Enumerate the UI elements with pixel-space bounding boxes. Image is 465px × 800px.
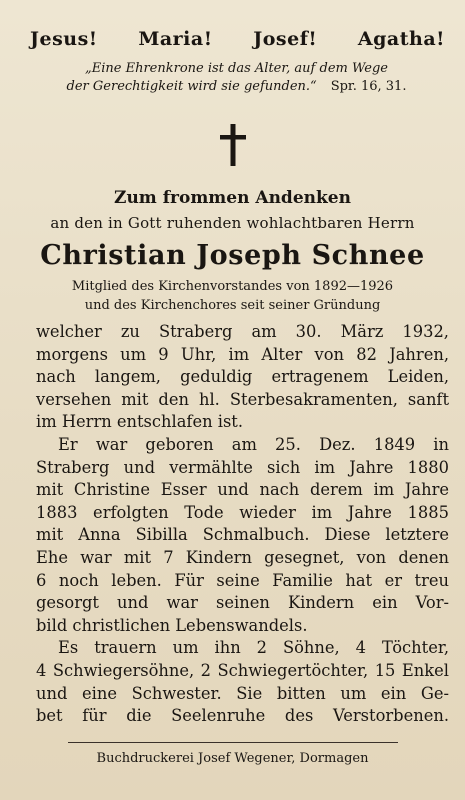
text-line: versehen mit den hl. Sterbesakramenten, sanft xyxy=(36,389,449,409)
text-line: Ehe war mit 7 Kindern gesegnet, von denen xyxy=(36,547,449,567)
text-line: Er war geboren am 25. Dez. 1849 in xyxy=(58,434,449,454)
memorial-heading: Zum frommen Andenken xyxy=(114,188,351,208)
text-line: 4 Schwiegersöhne, 2 Schwiegertöchter, 15 Enkel xyxy=(36,660,449,680)
text-line: bet für die Seelenruhe des Verstorbenen. xyxy=(36,706,449,726)
divider xyxy=(68,742,398,743)
text-line: welcher zu Straberg am 30. März 1932, xyxy=(36,322,449,341)
memorial-subheading: an den in Gott ruhenden wohlachtbaren Herrn xyxy=(50,214,415,232)
text-line: gesorgt und war seinen Kindern ein Vor- xyxy=(36,593,449,613)
membership-note-line1: Mitglied des Kirchenvorstandes von 1892—1926 xyxy=(71,279,394,294)
bible-quote-line1: „Eine Ehrenkrone ist das Alter, auf dem Wege xyxy=(85,61,388,76)
bible-quote-line2: der Gerechtigkeit wird sie gefunden.“ xyxy=(66,79,317,94)
invocation-names xyxy=(12,28,453,50)
invocation-agatha: Agatha! xyxy=(357,28,445,50)
text-line: mit Anna Sibilla Schmalbuch. Diese letztere xyxy=(36,525,449,545)
text-line: bild christlichen Lebenswandels. xyxy=(36,615,308,635)
invocation-maria: Maria! xyxy=(138,28,213,50)
text-line: Straberg und vermählte sich im Jahre 1880 xyxy=(36,457,449,477)
obituary-paragraph-1 xyxy=(36,321,449,434)
cross-icon xyxy=(218,124,248,166)
text-line: mit Christine Esser und nach derem im Jahre xyxy=(36,480,449,500)
text-line: nach langem, geduldig ertragenem Leiden, xyxy=(36,367,449,387)
membership-note xyxy=(12,277,453,315)
obituary-text xyxy=(12,321,453,728)
printer-credit: Buchdruckerei Josef Wegener, Dormagen xyxy=(96,750,369,766)
invocation-jesus: Jesus! xyxy=(30,28,98,50)
text-line: morgens um 9 Uhr, im Alter von 82 Jahren, xyxy=(36,344,449,364)
obituary-paragraph-2 xyxy=(36,434,449,637)
text-line: Es trauern um ihn 2 Söhne, 4 Töchter, xyxy=(58,638,449,658)
bible-quote xyxy=(12,60,453,96)
deceased-name: Christian Joseph Schnee xyxy=(40,240,425,271)
text-line: 6 noch leben. Für seine Familie hat er treu xyxy=(36,570,449,590)
invocation-josef: Josef! xyxy=(253,28,318,50)
text-line: 1883 erfolgten Tode wieder im Jahre 1885 xyxy=(36,502,449,522)
text-line: im Herrn entschlafen ist. xyxy=(36,412,244,432)
obituary-paragraph-3 xyxy=(36,637,449,727)
bible-reference: Spr. 16, 31. xyxy=(330,79,407,94)
text-line: und eine Schwester. Sie bitten um ein Ge- xyxy=(36,683,449,703)
membership-note-line2: und des Kirchenchores seit seiner Gründung xyxy=(84,298,381,313)
